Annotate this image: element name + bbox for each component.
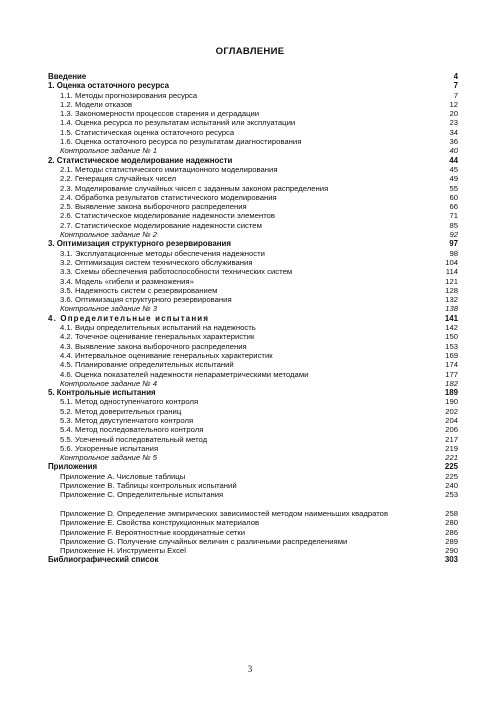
toc-entry-page: 114 xyxy=(445,267,458,277)
toc-entry-title: 2.6. Статистическое моделирование надежности элементов xyxy=(60,211,276,221)
toc-entry xyxy=(48,462,458,471)
toc-entry-page: 34 xyxy=(449,127,458,137)
toc-entry-page: 98 xyxy=(449,248,458,258)
toc-entry-title: Приложение F. Вероятностные координатные сетки xyxy=(60,527,246,537)
toc-entry-page: 174 xyxy=(445,360,458,370)
toc-entry-title: 3.3. Схемы обеспечения работоспособности технических систем xyxy=(60,267,293,277)
toc-entry-title: 2. Статистическое моделирование надежности xyxy=(48,155,233,165)
toc-entry xyxy=(48,555,458,564)
toc-entry-page: 71 xyxy=(449,211,458,221)
toc-entry-title: 3.5. Надежность систем с резервированием xyxy=(60,285,218,295)
toc-entry-page: 240 xyxy=(445,481,458,491)
toc-entry xyxy=(48,81,458,90)
toc-entry-title: Контрольное задание № 3 xyxy=(60,304,157,314)
toc-entry-title: 2.1. Методы статистического имитационного моделирования xyxy=(60,164,278,174)
toc-entry-page: 121 xyxy=(445,276,458,286)
toc-entry-page: 23 xyxy=(449,118,458,128)
toc-entry xyxy=(48,295,458,304)
toc-entry xyxy=(48,249,458,258)
toc-entry-title: Приложения xyxy=(48,462,98,472)
toc-entry xyxy=(48,156,458,165)
toc-entry xyxy=(48,500,458,519)
toc-entry xyxy=(48,379,458,388)
toc-entry xyxy=(48,174,458,183)
toc-entry-page: 40 xyxy=(449,146,458,156)
toc-entry-title: 4.3. Выявление закона выборочного распределения xyxy=(60,341,247,351)
toc-entry-title: 2.4. Обработка результатов статистического моделирования xyxy=(60,192,277,202)
toc-entry-page: 204 xyxy=(445,415,458,425)
toc-entry-title: 4.4. Интервальное оценивание генеральных характеристик xyxy=(60,350,273,360)
toc-entry-page: 219 xyxy=(445,443,458,453)
toc-entry-title: Введение xyxy=(48,72,87,81)
toc-entry xyxy=(48,230,458,239)
toc-entry-title: Приложение D. Определение эмпирических зависимостей методом наименьших квадратов xyxy=(60,508,389,518)
toc-entry xyxy=(48,351,458,360)
toc-entry-page: 258 xyxy=(445,508,458,518)
toc-entry-title: 1. Оценка остаточного ресурса xyxy=(48,81,170,91)
toc-entry-page: 128 xyxy=(445,285,458,295)
toc-entry-title: 4.6. Оценка показателей надежности непараметрическими методами xyxy=(60,369,309,379)
toc-entry-page: 150 xyxy=(445,332,458,342)
toc-entry xyxy=(48,397,458,406)
toc-entry-page: 142 xyxy=(445,323,458,333)
toc-entry-title: 3.4. Модель «гибели и размножения» xyxy=(60,276,194,286)
toc-entry-page: 280 xyxy=(445,518,458,528)
toc-entry-title: 2.7. Статистическое моделирование надежности систем xyxy=(60,220,262,230)
toc-entry-page: 253 xyxy=(445,490,458,500)
toc-entry xyxy=(48,221,458,230)
toc-entry-page: 104 xyxy=(445,257,458,267)
toc-entry xyxy=(48,109,458,118)
toc-entry-page: 290 xyxy=(445,546,458,556)
toc-entry xyxy=(48,518,458,527)
toc-entry-title: 5.6. Ускоренные испытания xyxy=(60,443,159,453)
toc-entry-title: 2.5. Выявление закона выборочного распределения xyxy=(60,202,247,212)
toc-entry-title: 1.2. Модели отказов xyxy=(60,99,133,109)
toc-entry-title: 4. Определительные испытания xyxy=(48,313,210,323)
toc-entry-page: 44 xyxy=(449,155,458,165)
toc-entry xyxy=(48,314,458,323)
toc-entry-title: 5.1. Метод одноступенчатого контроля xyxy=(60,397,199,407)
page-title: ОГЛАВЛЕНИЕ xyxy=(215,46,285,57)
toc-entry-page: 202 xyxy=(445,406,458,416)
toc-entry-page: 206 xyxy=(445,425,458,435)
toc-entry-page: 138 xyxy=(445,304,458,314)
toc-entry-title: Приложение В. Таблицы контрольных испытаний xyxy=(60,481,237,491)
toc-entry xyxy=(48,100,458,109)
toc-entry-title: 1.1. Методы прогнозирования ресурса xyxy=(60,90,198,100)
toc-entry xyxy=(48,165,458,174)
toc-entry-page: 303 xyxy=(444,555,458,565)
toc-entry-page: 92 xyxy=(449,230,458,240)
toc-entry xyxy=(48,481,458,490)
toc-entry xyxy=(48,211,458,220)
toc-entry-title: 3.1. Эксплуатационные методы обеспечения надежности xyxy=(60,248,265,258)
toc-entry-page: 169 xyxy=(445,350,458,360)
toc-entry-title: Контрольное задание № 1 xyxy=(60,146,157,156)
toc-entry xyxy=(48,332,458,341)
toc-entry xyxy=(48,91,458,100)
toc-entry-title: Приложение С. Определительные испытания xyxy=(60,490,224,500)
toc-entry-title: Приложение А. Числовые таблицы xyxy=(60,471,186,481)
toc-entry xyxy=(48,118,458,127)
toc-entry-page: 7 xyxy=(453,90,458,100)
toc-entry xyxy=(48,286,458,295)
toc-entry-page: 66 xyxy=(449,202,458,212)
toc-entry xyxy=(48,277,458,286)
toc-entry-page: 85 xyxy=(449,220,458,230)
toc-entry-title: 4.5. Планирование определительных испытаний xyxy=(60,360,234,370)
toc-entry xyxy=(48,193,458,202)
toc-entry-title: 3.6. Оптимизация структурного резервирования xyxy=(60,295,232,305)
toc-entry-title: 2.3. Моделирование случайных чисел с заданным законом распределения xyxy=(60,183,329,193)
toc-entry xyxy=(48,146,458,155)
toc-entry xyxy=(48,267,458,276)
toc-entry-page: 7 xyxy=(453,81,458,91)
toc-entry-title: 3.2. Оптимизация систем технического обслуживания xyxy=(60,257,253,267)
toc-entry-page: 177 xyxy=(445,369,458,379)
toc-entry-page: 36 xyxy=(449,137,458,147)
toc-entry-page: 141 xyxy=(444,313,458,323)
toc-entry-page: 225 xyxy=(445,471,458,481)
toc-entry-page: 4 xyxy=(453,72,458,81)
toc-entry-title: Контрольное задание № 5 xyxy=(60,453,157,463)
toc-entry xyxy=(48,453,458,462)
toc-entry xyxy=(48,546,458,555)
toc-entry-title: 5. Контрольные испытания xyxy=(48,388,156,398)
toc-entry-page: 132 xyxy=(445,295,458,305)
toc-entry xyxy=(48,360,458,369)
toc-entry-page: 49 xyxy=(449,174,458,184)
toc-entry xyxy=(48,528,458,537)
toc-entry xyxy=(48,444,458,453)
toc-entry-title: 1.6. Оценка остаточного ресурса по результатам диагностирования xyxy=(60,137,302,147)
page-number: 3 xyxy=(247,664,253,674)
toc-entry-title: Приложение Е. Свойства конструкционных материалов xyxy=(60,518,260,528)
toc-entry-title: Приложение G. Получение случайных величин с различными распределениями xyxy=(60,536,348,546)
toc-entry-page: 221 xyxy=(445,453,458,463)
toc-entry-page: 225 xyxy=(444,462,458,472)
toc-entry-page: 153 xyxy=(445,341,458,351)
toc-entry xyxy=(48,490,458,499)
toc-entry xyxy=(48,239,458,248)
toc-entry-page: 189 xyxy=(444,388,458,398)
toc-entry xyxy=(48,258,458,267)
toc-entry xyxy=(48,304,458,313)
toc-entry-page: 190 xyxy=(445,397,458,407)
toc-entry xyxy=(48,435,458,444)
toc-entry xyxy=(48,370,458,379)
toc-entry-page: 45 xyxy=(449,164,458,174)
toc-entry xyxy=(48,184,458,193)
toc-entry-title: 5.4. Метод последовательного контроля xyxy=(60,425,204,435)
toc-entry-page: 97 xyxy=(449,239,458,249)
toc-entry xyxy=(48,202,458,211)
toc-entry-page: 60 xyxy=(449,192,458,202)
toc-entry-title: 1.5. Статистическая оценка остаточного ресурса xyxy=(60,127,235,137)
toc-entry xyxy=(48,472,458,481)
toc-entry-title: Библиографический список xyxy=(48,555,159,565)
toc-entry xyxy=(48,537,458,546)
toc-entry-page: 55 xyxy=(449,183,458,193)
toc-entry-title: Приложение H. Инструменты Excel xyxy=(60,546,186,556)
toc-entry xyxy=(48,72,458,81)
toc-entry-page: 20 xyxy=(449,109,458,119)
toc-entry xyxy=(48,342,458,351)
toc-entry-title: 4.1. Виды определительных испытаний на надежность xyxy=(60,323,256,333)
table-of-contents xyxy=(48,72,458,565)
toc-entry-title: 5.5. Усеченный последовательный метод xyxy=(60,434,208,444)
toc-entry-page: 289 xyxy=(445,536,458,546)
toc-entry-title: 5.2. Метод доверительных границ xyxy=(60,406,182,416)
toc-entry-title: 4.2. Точечное оценивание генеральных характеристик xyxy=(60,332,255,342)
toc-entry-title: 5.3. Метод двуступенчатого контроля xyxy=(60,415,194,425)
toc-entry-title: Контрольное задание № 4 xyxy=(60,378,157,388)
toc-entry-page: 182 xyxy=(445,378,458,388)
toc-entry xyxy=(48,416,458,425)
toc-entry-title: 3. Оптимизация структурного резервирования xyxy=(48,239,231,249)
toc-entry-title: Контрольное задание № 2 xyxy=(60,230,157,240)
toc-entry-title: 1.3. Закономерности процессов старения и деградации xyxy=(60,109,260,119)
toc-entry xyxy=(48,128,458,137)
toc-entry xyxy=(48,323,458,332)
toc-entry-title: 2.2. Генерация случайных чисел xyxy=(60,174,177,184)
toc-entry-title: 1.4. Оценка ресурса по результатам испытаний или эксплуатации xyxy=(60,118,296,128)
toc-entry xyxy=(48,407,458,416)
toc-entry xyxy=(48,388,458,397)
toc-entry-page: 12 xyxy=(449,99,458,109)
toc-entry xyxy=(48,425,458,434)
toc-entry-page: 286 xyxy=(445,527,458,537)
toc-entry-page: 217 xyxy=(445,434,458,444)
toc-entry xyxy=(48,137,458,146)
